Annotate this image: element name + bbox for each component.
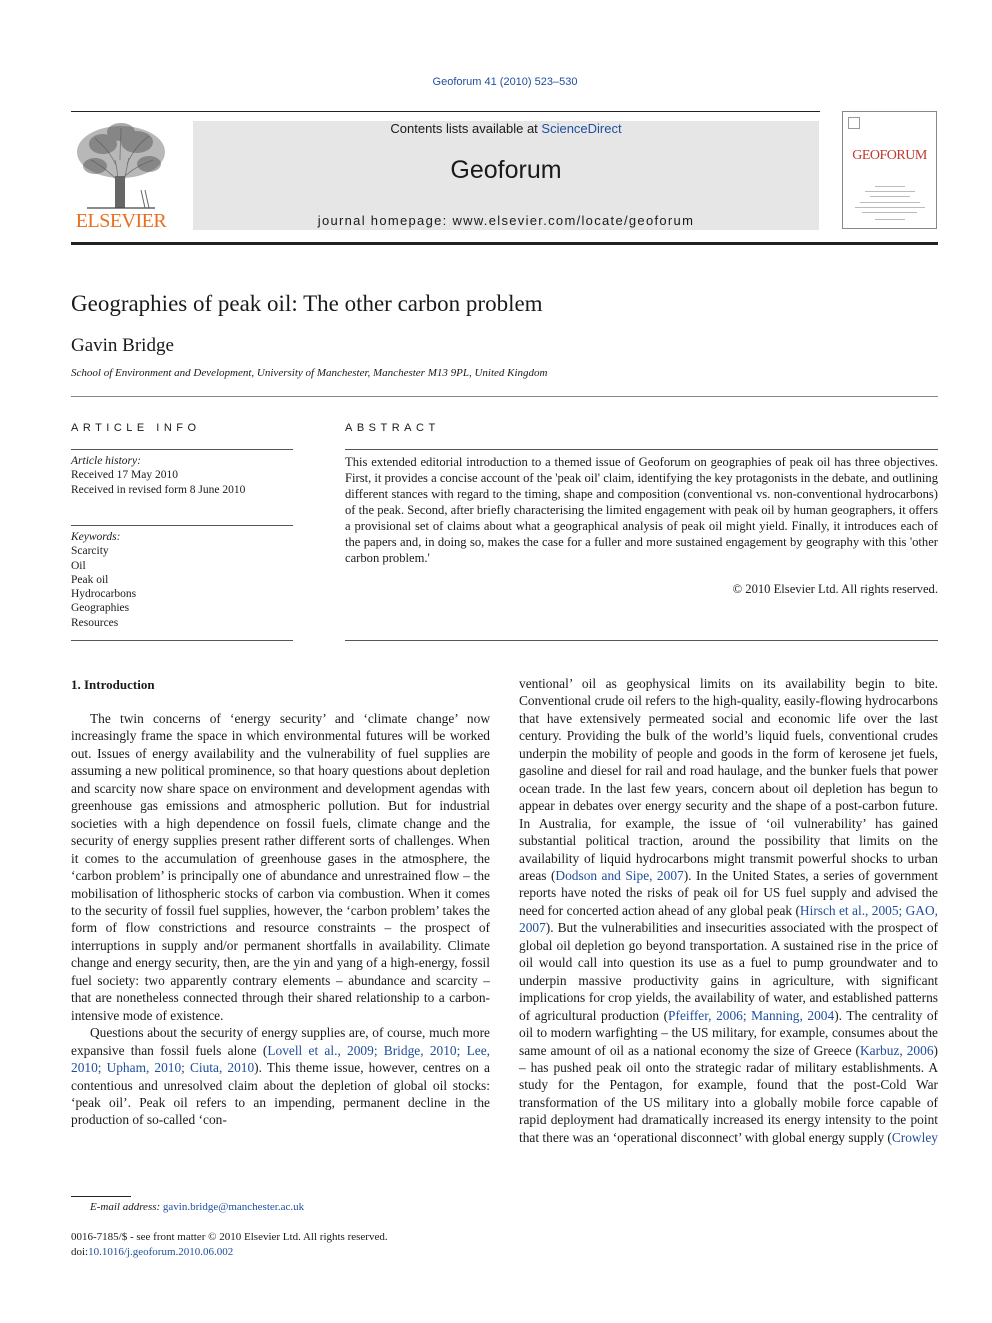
- info-bottom-rule: [71, 640, 293, 641]
- header-bottom-rule: [71, 242, 938, 245]
- journal-citation[interactable]: Geoforum 41 (2010) 523–530: [432, 76, 578, 88]
- abstract-text: This extended editorial introduction to a themed issue of Geoforum on geographies of peak oil has three objectives. First, it provides a concise account of the 'peak oil' claim, identifying the key protagonists in the debate, and outlining different stances with regard to the timing, shape and composition (conventional vs. non-conventional hydrocarbons) of the peak. Second, after briefly characterising the limited engagement with peak oil by human geographers, it offers a provisional set of claims about what a geographical analysis of peak oil might yield. Finally, it introduces each of the papers and, in doing so, makes the case for a fuller and more sustained engagement by geography with this 'other carbon problem.': [345, 455, 938, 565]
- doi-label: doi:: [71, 1245, 89, 1258]
- keyword: Scarcity: [71, 545, 109, 558]
- header-top-rule: [71, 111, 820, 112]
- cover-text-line: [865, 191, 915, 192]
- paragraph-text: ). This theme issue, however, centres on a contentious and unresolved claim about the depletion of global oil stocks: ‘peak oil’. Peak oil refers to an impending, permanent decline in the production of so-called ‘con-: [71, 1060, 490, 1128]
- paragraph: [519, 675, 938, 1146]
- body-column-right: [519, 675, 938, 1146]
- reference-link[interactable]: Pfeiffer, 2006; Manning, 2004: [668, 1007, 835, 1023]
- paragraph-text: Questions about the security of energy supplies are, of course, much more expansive than fossil fuels alone (: [71, 1025, 490, 1058]
- reference-link[interactable]: Dodson and Sipe, 2007: [555, 867, 684, 883]
- paragraph: The twin concerns of ‘energy security’ and ‘climate change’ now increasingly frame the space in which environmental futures will be worked out. Issues of energy availability and the vulnerability of fuel supplies are assuming a new political prominence, so that hoary questions about depletion and scarcity now share space on environment and development agendas with greenhouse gas emissions and atmospheric pollution. But for industrial societies with a high dependence on fossil fuels, climate change and the security of energy supplies present rather different sorts of challenges. When it comes to the accumulation of greenhouse gases in the atmosphere, the ‘carbon problem’ is principally one of abundance and unrestrained flow – the mobilisation of lithospheric stocks of carbon via combustion. When it comes to the security of fossil fuel supplies, however, the ‘carbon problem’ takes the form of flow constrictions and resource constraints – the prospect of interruptions in supply and/or permanent shortfalls in availability. Climate change and energy security, then, are the yin and yang of a high-energy, fossil fuel society: two apparently contrary elements – abundance and scarcity – that are nonetheless connected through their shared relationship to a carbon-intensive mode of existence.: [71, 711, 490, 1023]
- paragraph-text: ) – has pushed peak oil onto the strategic radar of military establishments. A study for the Pentagon, for example, found that the post-Cold War transformation of the US military into a globally mobile force capable of rapid deployment had dramatically increased its energy intensity to the point that there was an ‘operational disconnect’ with global energy supply (: [519, 1042, 938, 1145]
- journal-cover-thumbnail[interactable]: [842, 111, 937, 229]
- reference-link[interactable]: Crowley: [891, 1129, 938, 1145]
- abstract-copyright: © 2010 Elsevier Ltd. All rights reserved.: [732, 582, 938, 596]
- cover-text-line: [875, 219, 905, 220]
- cover-text-line: [875, 186, 905, 187]
- cover-text-line: [870, 196, 910, 197]
- cover-emblem-icon: [848, 117, 860, 129]
- cover-text-line: [855, 207, 925, 208]
- keyword: Resources: [71, 616, 119, 629]
- contents-prefix: Contents lists available at: [390, 121, 542, 136]
- article-history: [71, 454, 245, 497]
- email-label: E-mail address:: [90, 1201, 161, 1213]
- paragraph-text: ventional’ oil as geophysical limits on its availability begin to bite. Conventional crude oil refers to the high-quality, easily-flowing hydrocarbons that have extensively permeated social and economic life over the last century. Providing the bulk of the world’s liquid fuels, conventional crudes underpin the mobility of people and goods in the form of kerosene jet fuels, gasoline and diesel for rail and road haulage, and the bunker fuels that power ocean trade. In the last few years, concern about oil depletion has begun to appear in debates over energy security and the shape of a post-carbon future. In Australia, for example, the issue of ‘oil vulnerability’ has gained substantial political traction, around the possibility that limits on the availability of liquid hydrocarbons might transmit powerful shocks to urban areas (: [519, 676, 938, 883]
- cover-text-line: [860, 202, 920, 203]
- cover-title: GEOFORUM: [852, 148, 927, 163]
- body-column-left: [71, 710, 490, 1129]
- keyword: Hydrocarbons: [71, 588, 137, 601]
- article-info-rule: [71, 449, 293, 450]
- paragraph-text: ). The centrality of oil to modern warfighting – the US military, for example, consumes about the same amount of oil as a national economy the size of Greece (: [519, 1007, 938, 1058]
- history-label: Article history:: [71, 455, 141, 467]
- reference-link[interactable]: Lovell et al., 2009; Bridge, 2010; Lee, 2010; Upham, 2010; Ciuta, 2010: [71, 1042, 490, 1076]
- abstract-rule: [345, 449, 938, 450]
- abstract-bottom-rule: [345, 640, 938, 641]
- keyword: Oil: [71, 559, 86, 572]
- doi-line: [71, 1245, 388, 1260]
- author-email-footnote: [90, 1201, 304, 1213]
- received-date: Received 17 May 2010: [71, 469, 178, 482]
- title-rule: [71, 396, 938, 397]
- article-author[interactable]: Gavin Bridge: [71, 335, 174, 356]
- journal-name: Geoforum: [450, 156, 562, 184]
- keywords-block: [71, 530, 136, 630]
- paragraph: [71, 1024, 490, 1129]
- cover-text-line: [862, 212, 917, 213]
- keyword: Geographies: [71, 602, 130, 615]
- keyword: Peak oil: [71, 573, 109, 586]
- abstract-heading: ABSTRACT: [345, 422, 440, 434]
- author-affiliation: School of Environment and Development, University of Manchester, Manchester M13 9PL, United Kingdom: [71, 367, 548, 379]
- issn-line: 0016-7185/$ - see front matter © 2010 Elsevier Ltd. All rights reserved.: [71, 1231, 388, 1243]
- section-heading-introduction: 1. Introduction: [71, 677, 155, 692]
- article-info-heading: ARTICLE INFO: [71, 422, 201, 434]
- keywords-rule: [71, 525, 293, 526]
- footnote-rule: [71, 1196, 131, 1197]
- reference-link[interactable]: Karbuz, 2006: [859, 1042, 934, 1058]
- paragraph-text: ). In the United States, a series of government reports have noted the risks of peak oil for US fuel supply and advised the need for concerted action ahead of any global peak (: [519, 867, 938, 918]
- article-title: Geographies of peak oil: The other carbon problem: [71, 291, 543, 316]
- reference-link[interactable]: Hirsch et al., 2005; GAO, 2007: [519, 902, 938, 936]
- issn-doi-block: [71, 1230, 388, 1259]
- author-email-link[interactable]: gavin.bridge@manchester.ac.uk: [162, 1201, 305, 1213]
- journal-homepage[interactable]: journal homepage: www.elsevier.com/locate/geoforum: [317, 213, 695, 228]
- contents-available: [193, 121, 819, 136]
- paragraph-text: ). But the vulnerabilities and insecurities associated with the prospect of global oil depletion go beyond transportation. A sustained rise in the price of oil would call into question its use as a fuel to pump groundwater and to underpin massive productivity gains in agriculture, with significant implications for crop yields, the availability of water, and established patterns of agricultural production (: [519, 920, 938, 1023]
- sciencedirect-link[interactable]: ScienceDirect: [541, 121, 622, 136]
- doi-link[interactable]: 10.1016/j.geoforum.2010.06.002: [88, 1245, 234, 1258]
- elsevier-wordmark: ELSEVIER: [75, 210, 167, 232]
- keywords-label: Keywords:: [71, 531, 121, 543]
- revised-date: Received in revised form 8 June 2010: [71, 483, 246, 496]
